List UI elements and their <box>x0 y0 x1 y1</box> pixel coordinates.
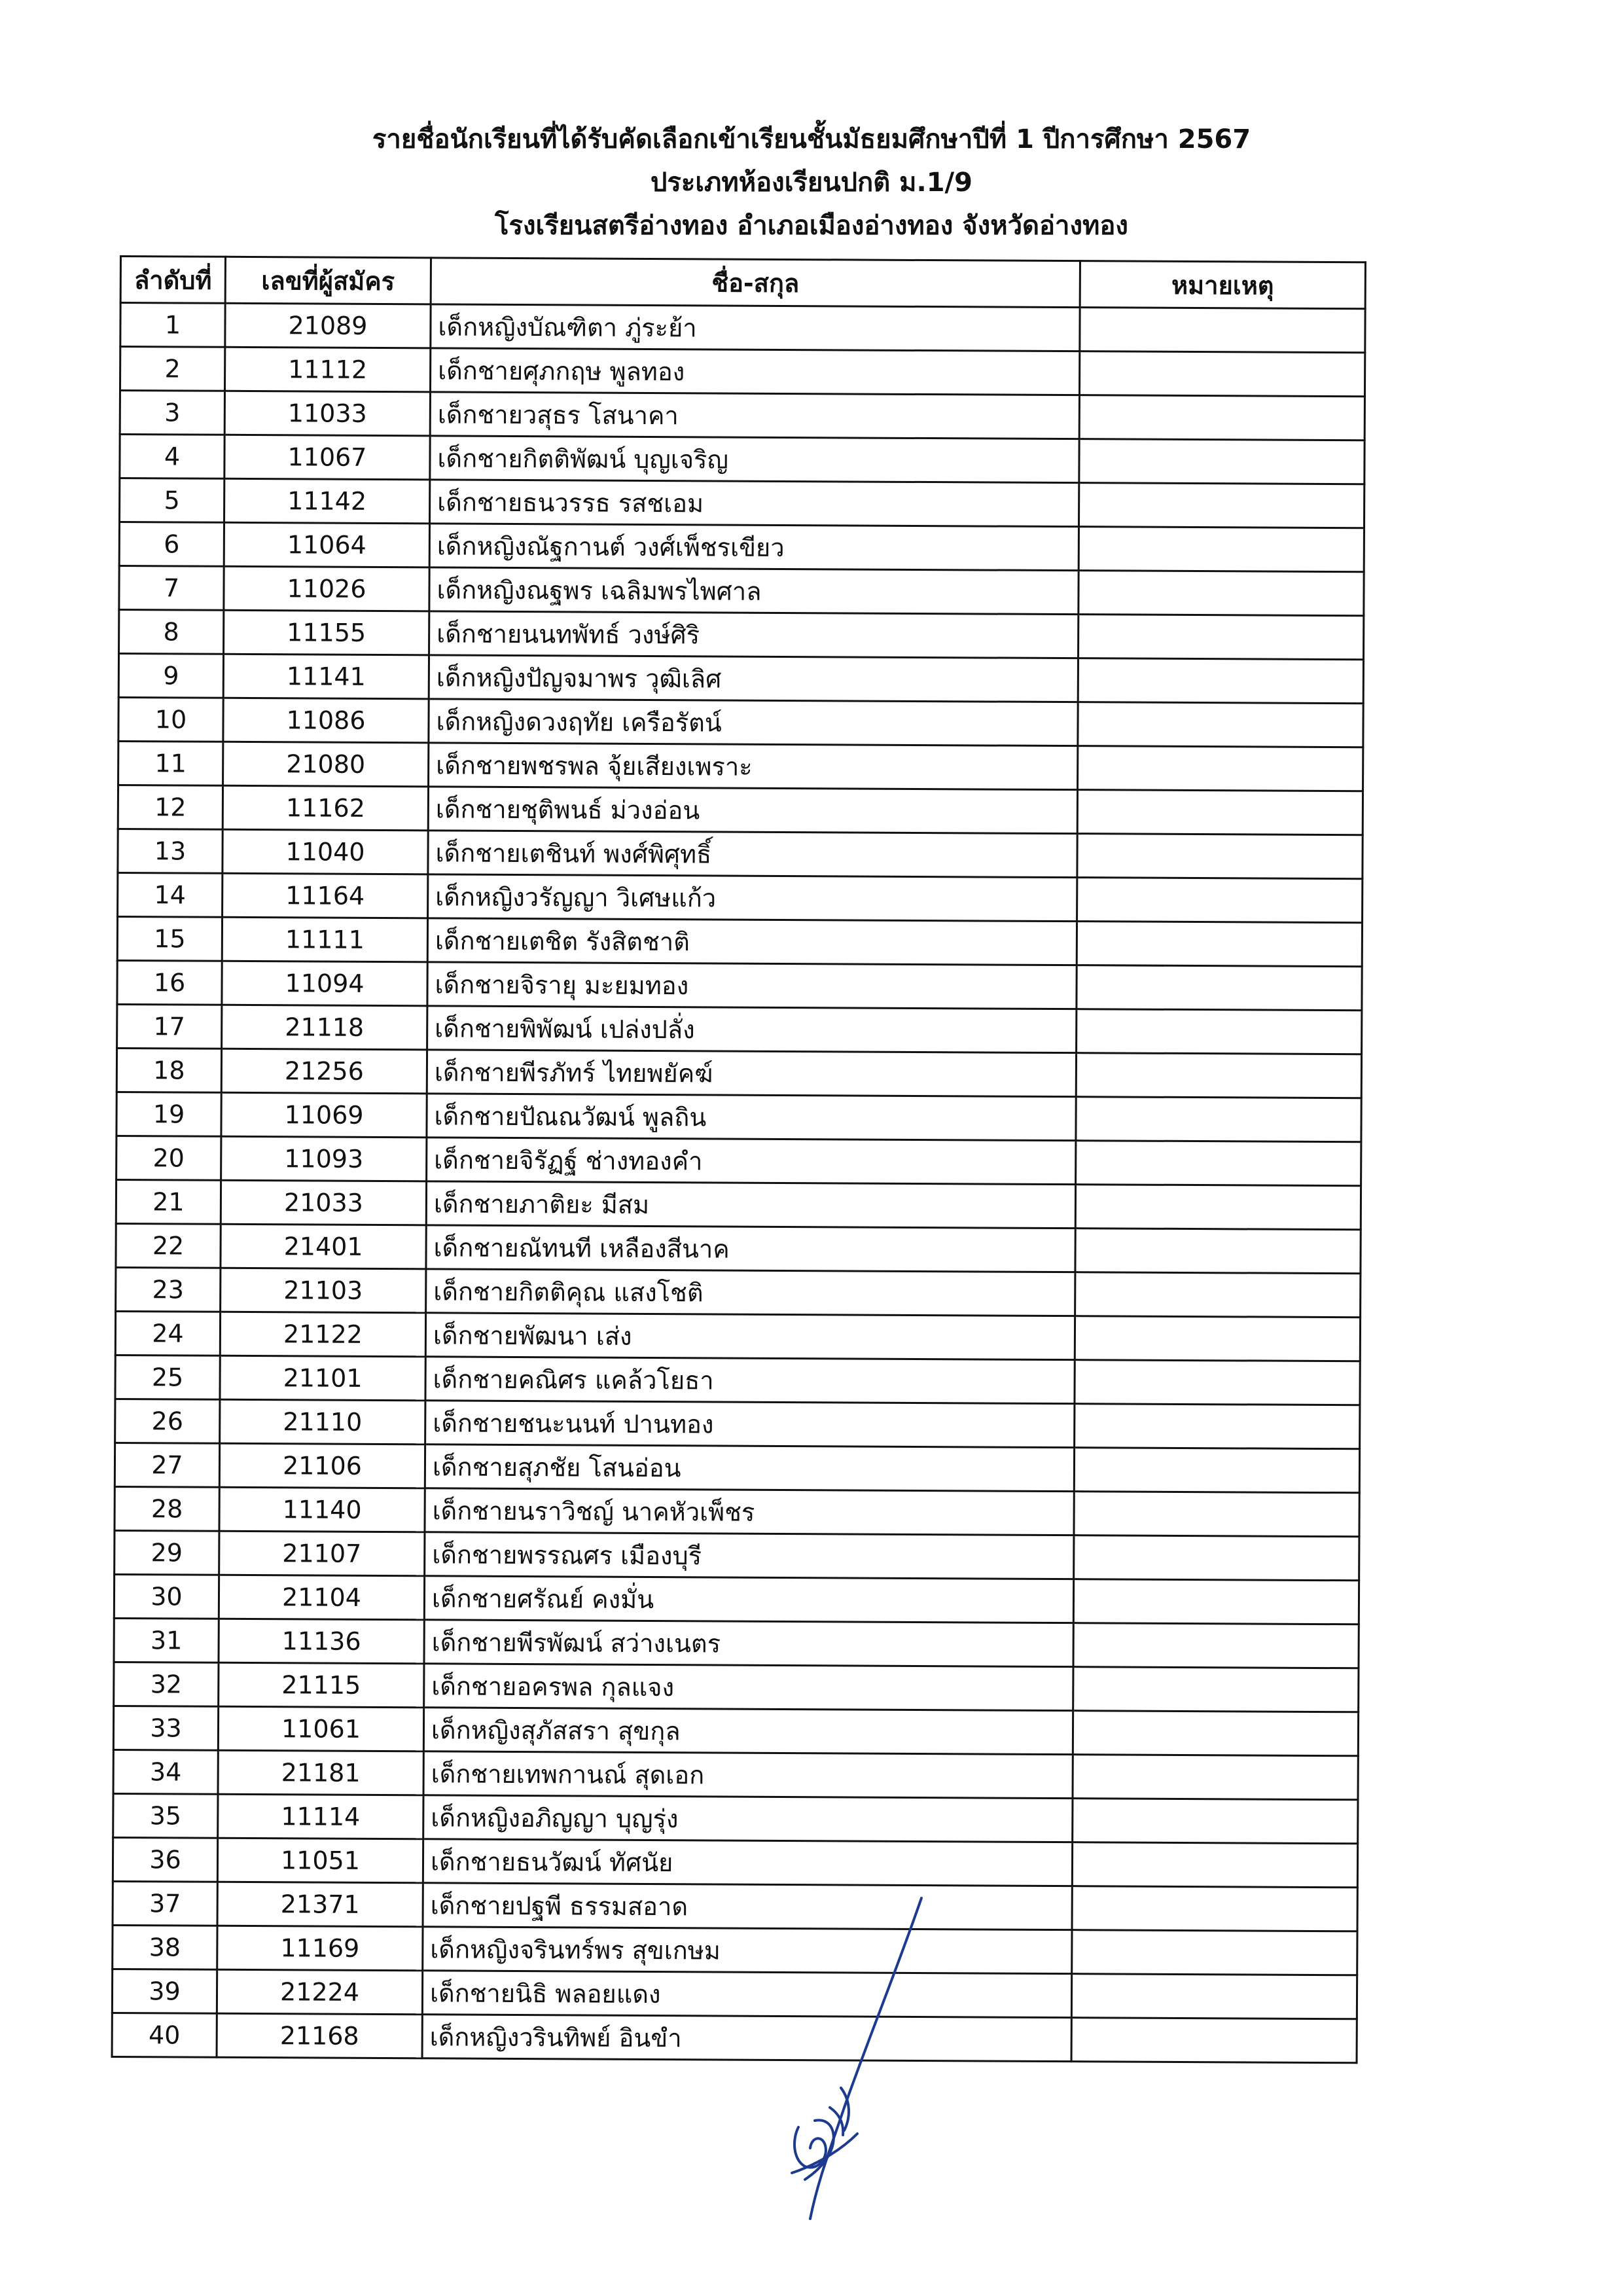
table-row <box>120 303 1365 353</box>
remarks-cell <box>1076 1097 1361 1142</box>
row-number: 32 <box>114 1662 219 1706</box>
row-number: 26 <box>115 1399 220 1443</box>
applicant-id: 11061 <box>218 1706 423 1751</box>
remarks-cell <box>1080 308 1365 353</box>
remarks-cell <box>1079 615 1364 660</box>
student-name: เด็กชายนิธิ พลอยแดง <box>422 1971 1071 2018</box>
student-name: เด็กชายกิตติพัฒน์ บุญเจริญ <box>430 436 1079 483</box>
student-name: เด็กหญิงณฐพร เฉลิมพรไพศาล <box>429 567 1079 615</box>
table-row <box>120 391 1364 440</box>
applicant-id: 11051 <box>217 1838 423 1883</box>
applicant-id: 11093 <box>221 1136 427 1181</box>
row-number: 31 <box>114 1618 219 1662</box>
student-name: เด็กชายวสุธร โสนาคา <box>430 392 1079 439</box>
remarks-cell <box>1075 1404 1360 1449</box>
applicant-id: 11067 <box>224 435 430 480</box>
row-number: 17 <box>117 1004 222 1049</box>
remarks-cell <box>1071 1974 1357 2019</box>
remarks-cell <box>1074 1448 1359 1493</box>
applicant-id: 11169 <box>217 1926 423 1971</box>
remarks-cell <box>1074 1492 1359 1537</box>
remarks-cell <box>1077 790 1363 835</box>
student-name: เด็กหญิงปัญจมาพร วุฒิเลิศ <box>429 655 1078 702</box>
student-name: เด็กหญิงวรัญญา วิเศษแก้ว <box>428 874 1077 922</box>
row-number: 34 <box>113 1749 218 1794</box>
applicant-id: 21115 <box>219 1662 424 1708</box>
table-header-row <box>120 257 1365 309</box>
remarks-cell <box>1076 1141 1361 1186</box>
remarks-cell <box>1073 1711 1358 1756</box>
applicant-id: 11069 <box>221 1092 427 1138</box>
row-number: 38 <box>113 1925 217 1969</box>
remarks-cell <box>1073 1579 1359 1624</box>
applicant-id: 21118 <box>222 1005 427 1050</box>
student-name: เด็กหญิงดวงฤทัย เครือรัตน์ <box>429 699 1078 746</box>
row-number: 19 <box>116 1092 221 1136</box>
document-header <box>0 118 1623 247</box>
row-number: 37 <box>113 1881 217 1926</box>
student-name: เด็กชายจิรัฏฐ์ ช่างทองคำ <box>427 1138 1076 1185</box>
row-number: 30 <box>114 1574 219 1619</box>
row-number: 28 <box>115 1486 219 1531</box>
row-number: 6 <box>119 522 224 567</box>
remarks-cell <box>1079 395 1364 440</box>
table-row <box>113 1793 1358 1843</box>
remarks-cell <box>1077 1009 1362 1054</box>
applicant-id: 21107 <box>219 1531 425 1576</box>
student-name: เด็กชายพีรพัฒน์ สว่างเนตร <box>424 1620 1073 1667</box>
row-number: 9 <box>118 654 223 698</box>
remarks-cell <box>1077 878 1363 923</box>
table-row <box>120 347 1364 397</box>
table-row <box>115 1486 1359 1536</box>
remarks-cell <box>1078 658 1363 704</box>
table-row <box>119 522 1364 572</box>
row-number: 18 <box>116 1048 221 1092</box>
student-name: เด็กชายปฐพี ธรรมสอาด <box>423 1883 1072 1930</box>
applicant-id: 21101 <box>220 1355 425 1401</box>
applicant-id: 11141 <box>223 654 429 699</box>
row-number: 40 <box>112 2013 217 2057</box>
table-row <box>113 1749 1358 1799</box>
student-name: เด็กชายปัณณวัฒน์ พูลถิน <box>427 1094 1076 1141</box>
column-header-name: ชื่อ-สกุล <box>431 258 1080 308</box>
row-number: 4 <box>120 435 224 479</box>
table-row <box>115 1530 1359 1580</box>
row-number: 33 <box>113 1706 218 1750</box>
applicant-id: 11026 <box>224 566 429 611</box>
table-row <box>116 1223 1361 1273</box>
table-row <box>118 654 1363 704</box>
student-name: เด็กหญิงณัฐกานต์ วงศ์เพ็ชรเขียว <box>429 524 1079 571</box>
student-name: เด็กหญิงบัณฑิตา ภู่ระย้า <box>431 304 1080 351</box>
student-name: เด็กชายศรัณย์ คงมั่น <box>424 1576 1073 1623</box>
applicant-id: 21089 <box>225 303 431 348</box>
student-table <box>111 255 1366 2064</box>
remarks-cell <box>1077 834 1363 879</box>
table-row <box>115 1355 1360 1405</box>
table-row <box>115 1311 1360 1361</box>
applicant-id: 11033 <box>224 391 430 436</box>
remarks-cell <box>1078 702 1363 747</box>
applicant-id: 21168 <box>217 2013 422 2058</box>
table-row <box>115 1443 1359 1492</box>
applicant-id: 21104 <box>219 1575 424 1620</box>
table-row <box>113 1925 1357 1975</box>
student-name: เด็กชายเตชิต รังสิตชาติ <box>427 918 1077 965</box>
applicant-id: 21256 <box>221 1049 427 1094</box>
table-row <box>118 697 1363 747</box>
student-name: เด็กชายอครพล กุลแจง <box>424 1664 1073 1711</box>
table-row <box>112 1969 1357 2018</box>
student-name: เด็กชายชนะนนท์ ปานทอง <box>425 1401 1075 1448</box>
row-number: 21 <box>116 1179 221 1224</box>
row-number: 3 <box>120 391 224 435</box>
row-number: 2 <box>120 347 224 391</box>
title-line-3: โรงเรียนสตรีอ่างทอง อำเภอเมืองอ่างทอง จังหวัดอ่างทอง <box>495 211 1128 241</box>
row-number: 7 <box>119 566 224 611</box>
student-name: เด็กชายพัฒนา เส่ง <box>425 1313 1075 1360</box>
applicant-id: 11112 <box>224 347 430 392</box>
applicant-id: 11136 <box>219 1619 424 1664</box>
row-number: 29 <box>115 1530 219 1575</box>
applicant-id: 21106 <box>219 1443 425 1488</box>
applicant-id: 21110 <box>220 1399 425 1444</box>
table-row <box>113 1706 1358 1755</box>
applicant-id: 21103 <box>221 1268 426 1313</box>
table-row <box>118 741 1363 791</box>
row-number: 16 <box>117 960 222 1005</box>
remarks-cell <box>1079 571 1364 616</box>
remarks-cell <box>1075 1360 1360 1405</box>
student-name: เด็กชายเทพกานณ์ สุดเอก <box>423 1751 1073 1799</box>
column-header-applicant-id: เลขที่ผู้สมัคร <box>225 257 431 304</box>
table-row <box>114 1662 1359 1712</box>
row-number: 36 <box>113 1837 217 1882</box>
student-name: เด็กชายชุติพนธ์ ม่วงอ่อน <box>428 787 1077 834</box>
student-name: เด็กชายกิตติคุณ แสงโชติ <box>426 1269 1075 1316</box>
row-number: 22 <box>116 1223 221 1268</box>
table-row <box>117 1004 1362 1054</box>
remarks-cell <box>1079 439 1364 484</box>
applicant-id: 11162 <box>223 785 428 831</box>
student-name: เด็กชายธนวัฒน์ ทัศนัย <box>423 1839 1072 1886</box>
column-header-number: ลำดับที่ <box>120 257 225 304</box>
remarks-cell <box>1072 1930 1357 1975</box>
table-row <box>120 478 1364 528</box>
table-row <box>115 1399 1360 1448</box>
table-row <box>119 566 1364 616</box>
applicant-id: 11114 <box>218 1794 423 1839</box>
applicant-id: 21371 <box>217 1882 423 1927</box>
row-number: 35 <box>113 1793 218 1838</box>
applicant-id: 11111 <box>222 917 427 962</box>
remarks-cell <box>1073 1799 1358 1844</box>
table-row <box>113 1837 1357 1887</box>
remarks-cell <box>1079 527 1364 572</box>
table-row <box>116 1179 1361 1229</box>
remarks-cell <box>1079 483 1364 528</box>
student-name: เด็กหญิงวรินทิพย์ อินขำ <box>422 2015 1071 2062</box>
row-number: 14 <box>118 872 223 917</box>
applicant-id: 11140 <box>219 1487 425 1532</box>
student-name: เด็กชายเตชินท์ พงศ์พิศุทธิ์ <box>428 831 1077 878</box>
table-row <box>112 2013 1357 2062</box>
student-name: เด็กหญิงจรินทร์พร สุขเกษม <box>423 1927 1072 1974</box>
remarks-cell <box>1075 1185 1361 1230</box>
student-name: เด็กชายนนทพัทธ์ วงษ์ศิริ <box>429 611 1079 658</box>
table-row <box>117 916 1362 966</box>
row-number: 39 <box>112 1969 217 2013</box>
student-name: เด็กชายพิพัฒน์ เปล่งปลั่ง <box>427 1006 1077 1053</box>
row-number: 13 <box>118 829 223 873</box>
applicant-id: 21401 <box>221 1224 426 1269</box>
applicant-id: 21181 <box>218 1750 423 1795</box>
student-name: เด็กชายภาติยะ มีสม <box>426 1181 1075 1229</box>
applicant-id: 21080 <box>223 742 429 787</box>
row-number: 11 <box>118 741 223 785</box>
row-number: 23 <box>116 1267 221 1312</box>
table-row <box>114 1618 1359 1668</box>
applicant-id: 11094 <box>222 961 427 1006</box>
student-name: เด็กชายพชรพล จุ้ยเสียงเพราะ <box>429 743 1078 790</box>
applicant-id: 21224 <box>217 1969 422 2015</box>
row-number: 1 <box>120 303 225 348</box>
applicant-id: 21122 <box>220 1312 425 1357</box>
remarks-cell <box>1079 351 1364 397</box>
row-number: 25 <box>115 1355 220 1399</box>
remarks-cell <box>1076 1053 1361 1098</box>
table-row <box>120 435 1364 484</box>
signature-image <box>753 1892 949 2232</box>
student-name: เด็กชายพีรภัทร์ ไทยพยัคฆ์ <box>427 1050 1076 1097</box>
table-row <box>116 1267 1361 1317</box>
row-number: 5 <box>120 478 224 523</box>
remarks-cell <box>1077 965 1362 1011</box>
table-row <box>114 1574 1359 1624</box>
student-name: เด็กชายศุภกฤษ พูลทอง <box>430 348 1079 395</box>
applicant-id: 11086 <box>223 698 429 743</box>
remarks-cell <box>1073 1623 1359 1668</box>
table-row <box>119 610 1364 660</box>
applicant-id: 11064 <box>224 522 429 567</box>
remarks-cell <box>1077 922 1362 967</box>
table-row <box>116 1092 1361 1141</box>
table-body <box>112 303 1365 2063</box>
row-number: 27 <box>115 1443 219 1487</box>
remarks-cell <box>1075 1272 1361 1318</box>
student-name: เด็กชายนราวิชญ์ นาคหัวเพ็ชร <box>425 1488 1074 1535</box>
applicant-id: 11142 <box>224 478 430 524</box>
row-number: 24 <box>115 1311 220 1355</box>
table-row <box>118 829 1363 878</box>
remarks-cell <box>1075 1229 1361 1274</box>
table-row <box>113 1881 1357 1931</box>
table-row <box>117 960 1362 1010</box>
student-name: เด็กชายสุภชัย โสนอ่อน <box>425 1444 1074 1492</box>
remarks-cell <box>1072 1886 1357 1931</box>
student-name: เด็กชายคณิศร แคล้วโยธา <box>425 1357 1075 1404</box>
remarks-cell <box>1073 1667 1359 1712</box>
row-number: 20 <box>116 1136 221 1180</box>
row-number: 10 <box>118 697 223 742</box>
remarks-cell <box>1073 1755 1358 1800</box>
row-number: 8 <box>119 610 224 655</box>
table-row <box>116 1048 1361 1098</box>
title-line-1: รายชื่อนักเรียนที่ได้รับคัดเลือกเข้าเรียนชั้นมัธยมศึกษาปีที่ 1 ปีการศึกษา 2567 <box>372 124 1251 154</box>
title-line-2: ประเภทห้องเรียนปกติ ม.1/9 <box>651 168 972 198</box>
student-name: เด็กหญิงอภิญญา บุญรุ่ง <box>423 1795 1073 1842</box>
column-header-remarks: หมายเหตุ <box>1080 261 1365 309</box>
student-name: เด็กชายพรรณศร เมืองบุรี <box>425 1532 1074 1579</box>
remarks-cell <box>1075 1316 1360 1361</box>
student-table-wrapper <box>111 255 1364 2064</box>
applicant-id: 11040 <box>223 829 428 874</box>
remarks-cell <box>1071 2018 1357 2063</box>
remarks-cell <box>1072 1842 1357 1888</box>
student-name: เด็กชายณัทนที เหลืองสีนาค <box>426 1225 1075 1272</box>
table-row <box>118 872 1363 922</box>
remarks-cell <box>1074 1535 1359 1581</box>
remarks-cell <box>1078 746 1363 791</box>
row-number: 15 <box>117 916 222 961</box>
table-row <box>118 785 1363 834</box>
applicant-id: 11164 <box>223 873 428 918</box>
student-name: เด็กหญิงสุภัสสรา สุขกุล <box>423 1708 1073 1755</box>
applicant-id: 21033 <box>221 1180 426 1225</box>
applicant-id: 11155 <box>224 610 429 655</box>
student-name: เด็กชายจิรายุ มะยมทอง <box>427 962 1077 1009</box>
table-row <box>116 1136 1361 1185</box>
row-number: 12 <box>118 785 223 829</box>
student-name: เด็กชายธนวรรธ รสชเอม <box>430 480 1079 527</box>
